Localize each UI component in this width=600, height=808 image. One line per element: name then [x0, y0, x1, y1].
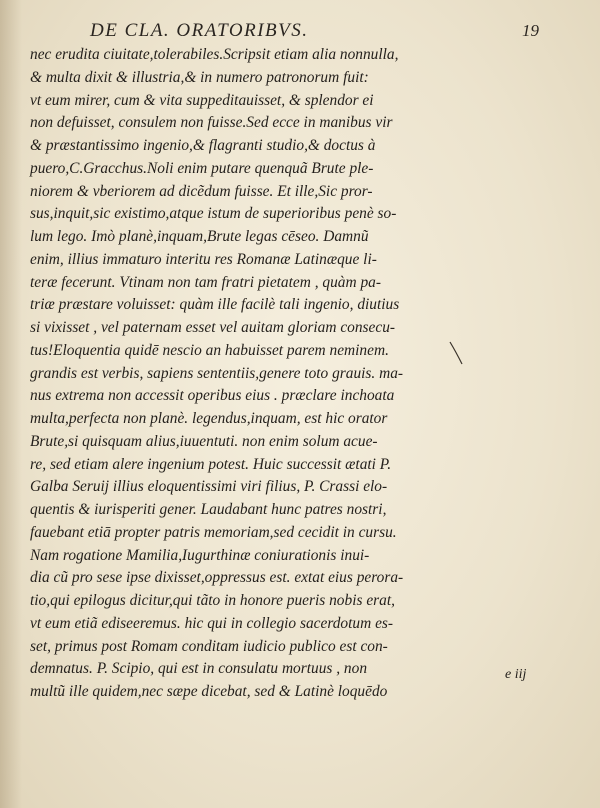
text-line: dia cũ pro sese ipse dixisset,oppressus est. extat eius perora- [30, 569, 404, 587]
text-line: Brute,si quisquam alius,iuuentuti. non enim solum acue- [30, 432, 378, 450]
text-line: vt eum mirer, cum & vita suppeditauisset, & splendor ei [30, 91, 374, 109]
text-line: niorem & vberiorem ad dicẽdum fuisse. Et ille,Sic pror- [30, 182, 373, 200]
text-line: nus extrema non accessit operibus eius . præclare inchoata [30, 387, 395, 405]
text-line: triæ præstare voluisset: quàm ille facilè tali ingenio, diutius [30, 296, 400, 314]
running-title: DE CLA. ORATORIBVS. [90, 20, 309, 41]
text-line: set, primus post Romam conditam iudicio publico est con- [30, 637, 388, 655]
text-line: re, sed etiam alere ingenium potest. Huic successit ætati P. [30, 455, 392, 473]
text-line: sus,inquit,sic existimo,atque istum de superioribus penè so- [30, 205, 397, 223]
text-line: & multa dixit & illustria,& in numero patronorum fuit: [30, 68, 369, 86]
text-line: non defuisset, consulem non fuisse.Sed ecce in manibus vir [30, 114, 393, 132]
text-line: tio,qui epilogus dicitur,qui tãto in honore pueris nobis erat, [30, 592, 395, 609]
text-line: si vixisset , vel paternam esset vel auitam gloriam consecu- [30, 319, 396, 336]
text-line: tus!Eloquentia quidē nescio an habuisset parem neminem. [30, 341, 389, 359]
text-line: vt eum etiã ediseeremus. hic qui in collegio sacerdotum es- [30, 614, 394, 632]
text-line: lum lego. Imò planè,inquam,Brute legas cēseo. Damnũ [30, 228, 369, 245]
text-line: fauebant etiā propter patris memoriam,sed cecidit in cursu. [30, 523, 397, 541]
text-line: grandis est verbis, sapiens sententiis,genere toto grauis. ma- [30, 364, 404, 382]
text-line: Galba Seruij illius eloquentissimi viri filius, P. Crassi elo- [30, 478, 388, 496]
text-line: demnatus. P. Scipio, qui est in consulatu mortuus , non [30, 660, 368, 678]
text-line: quentis & iurisperiti gener. Laudabant hunc patres nostri, [30, 501, 387, 518]
text-line: & præstantissimo ingenio,& flagranti studio,& doctus à [30, 137, 376, 154]
page-number: 19 [522, 21, 539, 40]
text-line: nec erudita ciuitate,tolerabiles.Scripsit etiam alia nonnulla, [30, 46, 399, 63]
text-line: puero,C.Gracchus.Noli enim putare quenquã Brute ple- [30, 159, 374, 177]
text-line: multũ ille quidem,nec sæpe dicebat, sed & Latinè loquēdo [30, 683, 388, 700]
body-text [30, 44, 590, 704]
text-line: teræ fecerunt. Vtinam non tam fratri pietatem , quàm pa- [30, 273, 381, 291]
signature-mark: e iij [505, 667, 527, 682]
margin-pen-mark [448, 340, 464, 366]
spine-shadow [0, 0, 22, 808]
text-line: multa,perfecta non planè. legendus,inquam, est hic orator [30, 410, 388, 427]
text-line: enim, illius immaturo interitu res Romanæ Latinæque li- [30, 250, 377, 268]
text-line: Nam rogatione Mamilia,Iugurthinæ coniurationis inui- [30, 546, 370, 564]
